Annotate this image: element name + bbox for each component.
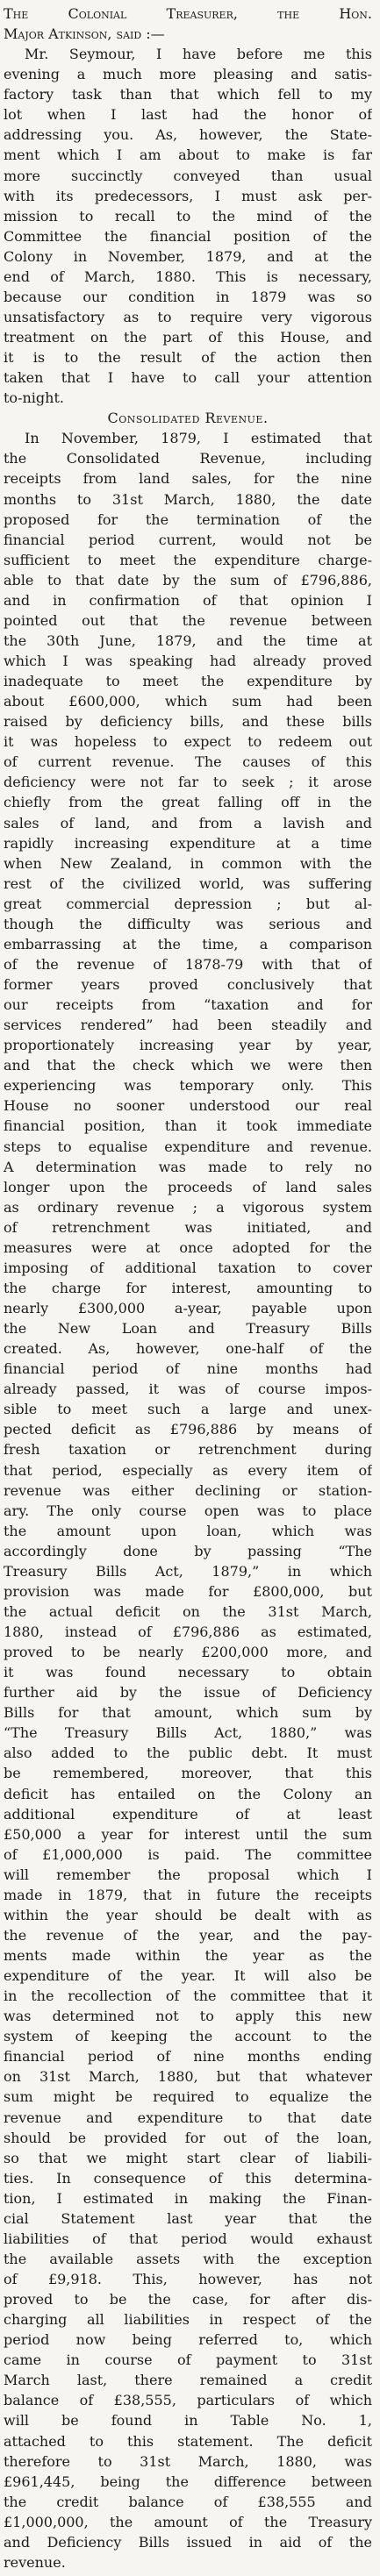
article-line: Major Atkinson, said :— (4, 25, 165, 43)
article-line: that period, especially as every item of (4, 1461, 372, 1479)
article-line: accordingly done by passing “The (4, 1542, 372, 1559)
article-line: therefore to 31st March, 1880, was (4, 2452, 372, 2470)
article-line: on 31st March, 1880, but that whatever (4, 2068, 372, 2086)
article-line: sum might be required to equalize the (4, 2088, 372, 2106)
article-line: though the difficulty was serious and (4, 915, 372, 932)
article-line: months to 31st March, 1880, the date (4, 490, 372, 508)
article-line: ment which I am about to make is far (4, 146, 372, 164)
article-line: unsatisfactory as to require very vigorous (4, 308, 372, 325)
article-line: chiefly from the great falling off in the (4, 794, 372, 811)
article-line: of current revenue. The causes of this (4, 753, 372, 771)
article-line: more succinctly conveyed than usual (4, 167, 372, 184)
article-line: the credit balance of £38,555 and (4, 2493, 372, 2510)
article-line: the amount upon loan, which was (4, 1522, 372, 1539)
article-line: Committee the financial position of the (4, 227, 372, 245)
article-line: financial period of nine months ending (4, 2048, 372, 2066)
article-line: about £600,000, which sum had been (4, 693, 372, 710)
article-line: the available assets with the exception (4, 2250, 372, 2267)
article-line: the New Loan and Treasury Bills (4, 1320, 372, 1338)
article-line: the charge for interest, amounting to (4, 1279, 372, 1296)
article-line: rest of the civilized world, was suffering (4, 874, 372, 892)
article-line: receipts from land sales, for the nine (4, 470, 372, 488)
article-line: will be found in Table No. 1, (4, 2412, 372, 2430)
article-line: £50,000 a year for interest until the sum (4, 1825, 372, 1843)
article-line: the Consolidated Revenue, including (4, 450, 372, 467)
article-line: factory task than that which fell to my (4, 86, 372, 103)
article-line: sible to meet such a large and unex- (4, 1401, 372, 1418)
article-line: end of March, 1880. This is necessary, (4, 268, 372, 285)
article-line: when New Zealand, in common with the (4, 854, 372, 872)
article-line: cial Statement last year that the (4, 2209, 372, 2227)
article-line: A determination was made to rely no (4, 1158, 372, 1175)
article-line: already passed, it was of course impos- (4, 1381, 372, 1398)
article-line: and Deficiency Bills issued in aid of the (4, 2533, 372, 2551)
article-line: liabilities of that period would exhaust (4, 2230, 372, 2247)
article-line: will remember the proposal which I (4, 1866, 372, 1883)
article-line: Treasury Bills Act, 1879,” in which (4, 1562, 372, 1580)
article-line: proposed for the termination of the (4, 510, 372, 528)
article-line: mission to recall to the mind of the (4, 207, 372, 225)
article-line: within the year should be dealt with as (4, 1906, 372, 1923)
article-line: which I was speaking had already proved (4, 653, 372, 669)
article-line: our receipts from “taxation and for (4, 996, 372, 1014)
article-line: of the revenue of 1878-79 with that of (4, 955, 372, 973)
article-line: it was hopeless to expect to redeem out (4, 733, 372, 751)
article-line: Mr. Seymour, I have before me this (25, 46, 372, 63)
article-line: lot when I last had the honor of (4, 106, 372, 124)
article-line: pointed out that the revenue between (4, 611, 372, 629)
article-line: it is to the result of the action then (4, 349, 372, 367)
article-line: deficiency were not far to seek ; it arose (4, 774, 372, 791)
article-line: measures were at once adopted for the (4, 1238, 372, 1256)
article-line: services rendered” had been steadily and (4, 1017, 372, 1034)
article-line: also added to the public debt. It must (4, 1745, 372, 1762)
section-heading: Consolidated Revenue. (107, 410, 269, 427)
article-line: revenue was either declining or station- (4, 1481, 372, 1499)
article-line: addressing you. As, however, the State- (4, 126, 372, 144)
article-line: proved to be the case, for after dis- (4, 2291, 372, 2308)
article-line: ties. In consequence of this determina- (4, 2169, 372, 2187)
article-line: nearly £300,000 a-year, payable upon (4, 1300, 372, 1317)
article-line: tion, I estimated in making the Finan- (4, 2189, 372, 2207)
article-line: the revenue of the year, and the pay- (4, 1926, 372, 1944)
article-line: £1,000,000, the amount of the Treasury (4, 2513, 372, 2530)
article-line: March last, there remained a credit (4, 2372, 372, 2389)
article-line: treatment on the part of this House, and (4, 329, 372, 346)
article-line: came in course of payment to 31st (4, 2351, 372, 2369)
article-line: with its predecessors, I must ask per- (4, 187, 372, 204)
article-line: revenue. (4, 2553, 66, 2571)
article-line: experiencing was temporary only. This (4, 1077, 372, 1095)
article-column (4, 4, 372, 2572)
article-line: it was found necessary to obtain (4, 1664, 372, 1681)
article-line: 1880, instead of £796,886 as estimated, (4, 1623, 372, 1640)
article-line: period now being referred to, which (4, 2331, 372, 2349)
article-line: sales of land, and from a lavish and (4, 814, 372, 831)
article-line: the 30th June, 1879, and the time at (4, 632, 372, 649)
article-line: deficit has entailed on the Colony an (4, 1785, 372, 1802)
article-line: pected deficit as £796,886 by means of (4, 1421, 372, 1438)
article-line: as ordinary revenue ; a vigorous system (4, 1198, 372, 1216)
article-line: and in confirmation of that opinion I (4, 591, 372, 609)
article-line: House no sooner understood our real (4, 1097, 372, 1115)
article-line: longer upon the proceeds of land sales (4, 1178, 372, 1195)
article-line: Colony in November, 1879, and at the (4, 247, 372, 265)
article-line: and that the check which we were then (4, 1057, 372, 1074)
article-line: fresh taxation or retrenchment during (4, 1441, 372, 1459)
article-line: £961,445, being the difference between (4, 2473, 372, 2490)
article-line: great commercial depression ; but al- (4, 895, 372, 912)
article-line: further aid by the issue of Deficiency (4, 1684, 372, 1702)
article-line: in the recollection of the committee that it (4, 1987, 372, 2005)
article-line: proved to be nearly £200,000 more, and (4, 1644, 372, 1661)
article-line: be remembered, moreover, that this (4, 1765, 372, 1782)
article-line: In November, 1879, I estimated that (25, 430, 372, 447)
article-line: made in 1879, that in future the receipts (4, 1886, 372, 1903)
article-line: Bills for that amount, which sum by (4, 1704, 372, 1722)
article-line: because our condition in 1879 was so (4, 288, 372, 305)
article-line: was determined not to apply this new (4, 2008, 372, 2025)
article-line: imposing of additional taxation to cover (4, 1259, 372, 1276)
article-line: to-night. (4, 389, 64, 407)
article-line: “The Treasury Bills Act, 1880,” was (4, 1724, 372, 1742)
article-line: proportionately increasing year by year, (4, 1037, 372, 1054)
article-line: charging all liabilities in respect of the (4, 2311, 372, 2329)
article-line: ments made within the year as the (4, 1947, 372, 1964)
article-line: former years proved conclusively that (4, 976, 372, 993)
article-line: created. As, however, one-half of the (4, 1340, 372, 1358)
article-line: should be provided for out of the loan, (4, 2129, 372, 2146)
article-line: so that we might start clear of liabili- (4, 2149, 372, 2166)
article-line: rapidly increasing expenditure at a time (4, 834, 372, 852)
article-line: sufficient to meet the expenditure charge- (4, 551, 372, 568)
article-line: revenue and expenditure to that date (4, 2109, 372, 2126)
article-line: steps to equalise expenditure and revenue. (4, 1138, 372, 1155)
article-line: embarrassing at the time, a comparison (4, 935, 372, 953)
article-line: the actual deficit on the 31st March, (4, 1602, 372, 1620)
article-line: attached to this statement. The deficit (4, 2432, 372, 2450)
article-line: evening a much more pleasing and satis- (4, 66, 372, 83)
article-line: taken that I have to call your attention (4, 369, 372, 387)
article-line: inadequate to meet the expenditure by (4, 673, 372, 690)
article-line: ary. The only course open was to place (4, 1502, 372, 1519)
article-line: system of keeping the account to the (4, 2028, 372, 2045)
article-line: of £9,918. This, however, has not (4, 2271, 372, 2287)
article-line: The Colonial Treasurer, the Hon. (4, 5, 372, 22)
article-line: of £1,000,000 is paid. The committee (4, 1845, 372, 1863)
article-line: balance of £38,555, particulars of which (4, 2392, 372, 2409)
article-line: raised by deficiency bills, and these bills (4, 713, 372, 731)
article-line: financial position, than it took immediate (4, 1117, 372, 1135)
article-line: able to that date by the sum of £796,886, (4, 571, 372, 589)
article-line: financial period current, would not be (4, 531, 372, 548)
article-line: provision was made for £800,000, but (4, 1582, 372, 1600)
article-line: additional expenditure of at least (4, 1805, 372, 1823)
article-line: of retrenchment was initiated, and (4, 1218, 372, 1236)
article-line: financial period of nine months had (4, 1360, 372, 1378)
article-line: expenditure of the year. It will also be (4, 1967, 372, 1985)
